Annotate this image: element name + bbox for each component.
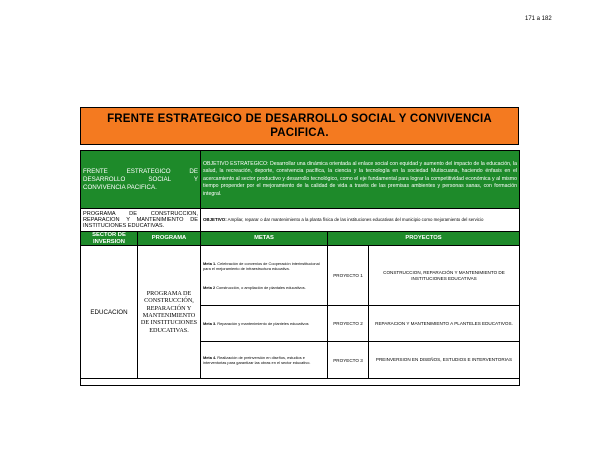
project-1-name: CONSTRUCCION, REPARACIÓN Y MANTENIMIENTO DE INSTITUCIONES EDUCATIVAS [369, 246, 520, 306]
empty-cell [81, 379, 520, 386]
metas-1-2 [201, 246, 328, 306]
meta-4: Meta 4. Realización de preinversión en diseños, estudios e interventorias para garantizar las obras en el sector educativo. [201, 342, 328, 379]
header-programa: PROGRAMA [138, 232, 201, 246]
header-sector: SECTOR DE INVERSION [81, 232, 138, 246]
header-metas: METAS [201, 232, 328, 246]
strategic-objective: OBJETIVO ESTRATEGICO: Desarrollar una dinámica orientada al enlace social con equidad y aumento del impacto de la educación, la salud, la recreación, deporte, convivencia pacífica, la ciencia y la tecnología en la sociedad Mutiscuana, haciendo énfasis en el acercamiento al sector productivo y desarrollo tecnológico, como el eje fundamental para lograr la competitividad económica y al mismo tiempo propender por el mejoramiento de la calidad de vida a través de las premisas ambientes y personas sanas, con formación integral. [201, 151, 520, 209]
frente-label: FRENTE ESTRATEGICO DE DESARROLLO SOCIAL Y CONVIVENCIA PACIFICA. [81, 151, 201, 209]
header-proyectos: PROYECTOS [328, 232, 520, 246]
project-2-number: PROYECTO 2 [328, 306, 369, 342]
sector-cell: EDUCACION [81, 246, 138, 379]
objective-row [81, 151, 520, 209]
project-3-number: PROYECTO 3 [328, 342, 369, 379]
objective-label: OBJETIVO: [203, 217, 227, 222]
strategy-table [80, 150, 520, 386]
project-3-name: PREINVERSION EN DISEÑOS, ESTUDIOS E INTERVENTORIAS [369, 342, 520, 379]
project-2-name: REPARACION Y MANTENIMIENTO A PLANTELES EDUCATIVOS. [369, 306, 520, 342]
table-row [81, 246, 520, 306]
meta-3: Meta 3. Reparación y mantenimiento de planteles educativos [201, 306, 328, 342]
objective-text: Ampliar, reparar o dar mantenimiento a la planta física de las instituciones educativas del municipio como mejoramiento del servicio [227, 217, 484, 222]
meta-2: Meta 2 Construcción, o ampliación de plantales educativos. [203, 285, 306, 291]
program-label: PROGRAMA DE CONSTRUCCION, REPARACION Y MANTENIMIENTO DE INSTITUCIONES EDUCATIVAS. [81, 209, 201, 232]
header-row [81, 232, 520, 246]
page-number: 171 a 182 [525, 16, 552, 22]
empty-row [81, 379, 520, 386]
page-title: FRENTE ESTRATEGICO DE DESARROLLO SOCIAL Y CONVIVENCIA PACIFICA. [80, 107, 519, 145]
program-row [81, 209, 520, 232]
program-cell: PROGRAMA DE CONSTRUCCIÓN, REPARACIÓN Y MANTENIMIENTO DE INSTITUCIONES EDUCATIVAS. [138, 246, 201, 379]
meta-1: Meta 1. Celebración de convenios de Cooperación interinstitucional para el mejoramiento de infraestructura educativa. [203, 260, 320, 271]
project-1-number: PROYECTO 1 [328, 246, 369, 306]
program-objective [201, 209, 520, 232]
